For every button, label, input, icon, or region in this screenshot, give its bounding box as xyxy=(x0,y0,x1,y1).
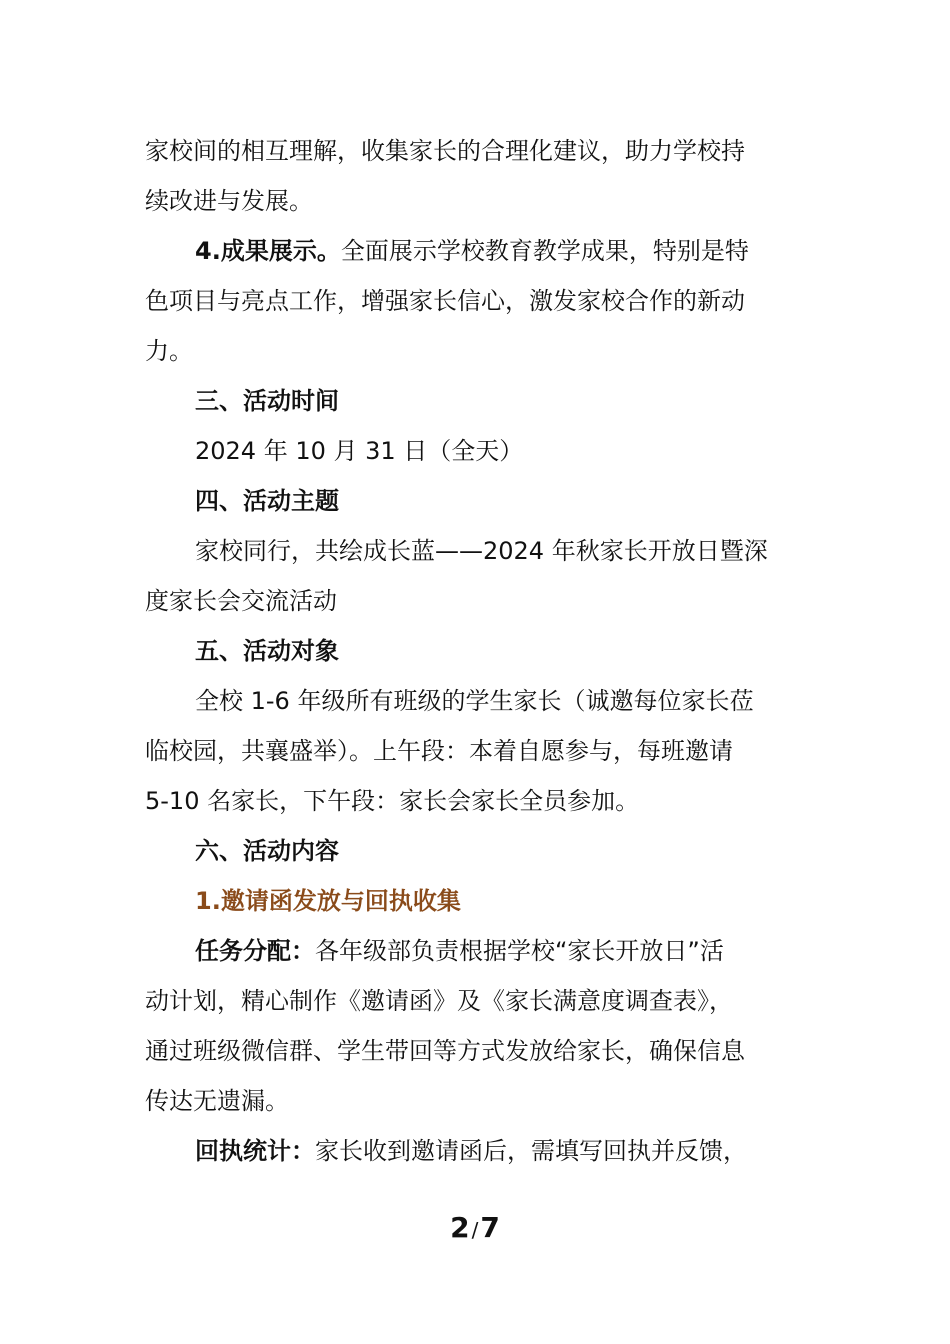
section-heading-content: 六、活动内容 xyxy=(195,837,339,865)
page-separator: / xyxy=(471,1218,479,1242)
paragraph-line: 临校园，共襄盛举）。上午段：本着自愿参与，每班邀请 xyxy=(145,737,733,765)
receipt-text: 家长收到邀请函后，需填写回执并反馈， xyxy=(315,1137,747,1165)
receipt-line xyxy=(195,1134,825,1168)
section-heading-time: 三、活动时间 xyxy=(195,387,339,415)
task-line xyxy=(195,934,825,968)
page-total: 7 xyxy=(480,1211,500,1244)
page-current: 2 xyxy=(450,1211,470,1244)
item-4-line xyxy=(195,234,825,268)
activity-date: 2024 年 10 月 31 日（全天） xyxy=(195,437,524,465)
section-heading-audience: 五、活动对象 xyxy=(195,637,339,665)
paragraph-line: 全校 1-6 年级所有班级的学生家长（诚邀每位家长莅 xyxy=(195,687,754,715)
paragraph-line: 度家长会交流活动 xyxy=(145,587,337,615)
paragraph-line: 传达无遗漏。 xyxy=(145,1087,289,1115)
paragraph-line: 5-10 名家长，下午段：家长会家长全员参加。 xyxy=(145,787,640,815)
task-text: 各年级部负责根据学校“家长开放日”活 xyxy=(315,937,724,965)
paragraph-line: 家校间的相互理解，收集家长的合理化建议，助力学校持 xyxy=(145,137,745,165)
receipt-label: 回执统计： xyxy=(195,1137,315,1165)
item-4-text: 全面展示学校教育教学成果，特别是特 xyxy=(340,237,749,265)
page-number xyxy=(0,1208,950,1250)
item-4-label: 4.成果展示。 xyxy=(195,237,341,265)
paragraph-line: 家校同行，共绘成长蓝——2024 年秋家长开放日暨深 xyxy=(195,537,768,565)
task-label: 任务分配： xyxy=(195,937,315,965)
subsection-heading: 1.邀请函发放与回执收集 xyxy=(195,887,461,915)
section-heading-theme: 四、活动主题 xyxy=(195,487,339,515)
paragraph-line: 续改进与发展。 xyxy=(145,187,313,215)
paragraph-line: 力。 xyxy=(145,337,193,365)
paragraph-line: 动计划，精心制作《邀请函》及《家长满意度调查表》， xyxy=(145,987,733,1015)
paragraph-line: 色项目与亮点工作，增强家长信心，激发家校合作的新动 xyxy=(145,287,745,315)
paragraph-line: 通过班级微信群、学生带回等方式发放给家长，确保信息 xyxy=(145,1037,745,1065)
